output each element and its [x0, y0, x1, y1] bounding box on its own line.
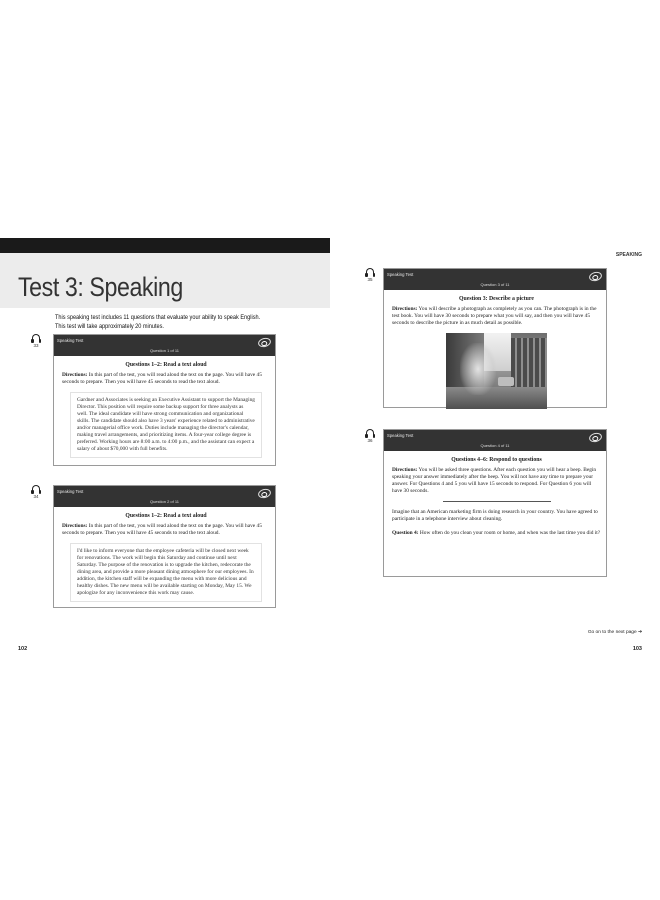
- track-number: 33: [33, 343, 39, 348]
- ets-logo-icon: [588, 270, 603, 282]
- question-prompt: [392, 530, 601, 537]
- question-counter: Question 2 of 11: [149, 499, 180, 504]
- audio-track-36[interactable]: [362, 429, 378, 443]
- read-aloud-passage: Gardner and Associates is seeking an Executive Assistant to support the Managing Director. This position will require some backup support for three analysts as well. The ideal candidate will have strong communication and organizational skills. The candidate should also have 3 years' experience related to administrative and/or managerial office work. Duties include managing the director's calendar, making travel arrangements, and prioritizing items. A four-year college degree is preferred. Working hours are 8:00 a.m. to 4:00 p.m., and the assistant can expect a salary of about $70,000 with full benefits.: [70, 392, 262, 458]
- headphones-icon: [32, 334, 40, 341]
- question-card-4: [383, 429, 607, 577]
- question-card-2: [53, 485, 276, 608]
- question-counter: Question 3 of 11: [480, 282, 510, 287]
- question-card-1: [53, 334, 276, 466]
- question-card-3: [383, 268, 607, 408]
- scenario-text: Imagine that an American marketing firm is doing research in your country. You have agreed to participate in a telephone interview about cleaning.: [392, 509, 598, 522]
- question-label: Question 4:: [392, 530, 419, 536]
- question-heading: Questions 4–6: Respond to questions: [451, 457, 542, 463]
- audio-track-35[interactable]: [362, 268, 378, 282]
- question-text: How often do you clean your room or home, and when was the last time you did it?: [419, 530, 601, 536]
- app-label: Speaking Test: [387, 272, 414, 277]
- app-label: Speaking Test: [57, 489, 84, 494]
- directions: [62, 372, 270, 386]
- question-counter: Question 1 of 11: [149, 348, 180, 353]
- question-heading: Questions 1–2: Read a text aloud: [125, 362, 207, 368]
- header-bar: [0, 238, 330, 253]
- ets-logo-icon: [257, 336, 272, 348]
- directions-text: You will describe a photograph as completely as you can. The photograph is in the test book. You will have 30 seconds to prepare what you will say, and then you will have 45 seconds to describe the picture in as much detail as possible.: [392, 306, 597, 326]
- ets-logo-icon: [257, 487, 272, 499]
- directions: [392, 467, 601, 495]
- card-header: [54, 335, 275, 356]
- ets-logo-icon: [588, 431, 603, 443]
- page-number: 102: [18, 646, 28, 652]
- page-title: Test 3: Speaking: [18, 272, 183, 302]
- continue-next-page: Go on to the next page ➔: [587, 630, 642, 635]
- card-header: [54, 486, 275, 507]
- page-number: 103: [632, 646, 642, 652]
- right-page: [330, 0, 660, 900]
- directions-label: Directions:: [62, 523, 88, 529]
- directions-label: Directions:: [62, 372, 88, 378]
- directions-text: You will be asked three questions. After each question you will hear a beep. Begin speaking your answer immediately after the beep. You will not have any time to prepare your answer. For Questions 4 and 5 you will have 15 seconds to respond. For Question 6 you will have 30 seconds.: [392, 467, 597, 494]
- track-number: 36: [367, 438, 373, 443]
- street-photograph: [446, 333, 547, 409]
- intro-text: This speaking test includes 11 questions that evaluate your ability to speak English. This test will take approximately 20 minutes.: [55, 314, 261, 330]
- audio-track-34[interactable]: [28, 485, 44, 499]
- section-label: SPEAKING: [615, 252, 642, 258]
- question-heading: Questions 1–2: Read a text aloud: [125, 513, 207, 519]
- directions-label: Directions:: [392, 467, 418, 473]
- directions-text: In this part of the test, you will read aloud the text on the page. You will have 45 seconds to prepare. Then you will have 45 seconds to read the text aloud.: [62, 372, 262, 385]
- divider: [443, 501, 551, 502]
- card-header: [384, 430, 606, 451]
- read-aloud-passage: I'd like to inform everyone that the employee cafeteria will be closed next week for renovations. The work will begin this Saturday and continue until next Saturday. The purpose of the renovation is to upgrade the kitchen, redecorate the dining area, and provide a more pleasant dining atmosphere for our employees. In addition, the kitchen staff will be expanding the menu with more delicious and healthy dishes. The new menu will be available starting on Monday, May 15. We apologize for any inconvenience this work may cause.: [70, 543, 262, 602]
- track-number: 35: [367, 277, 373, 282]
- directions: [62, 523, 270, 537]
- track-number: 34: [33, 494, 39, 499]
- question-heading: Question 3: Describe a picture: [459, 296, 534, 302]
- headphones-icon: [32, 485, 40, 492]
- headphones-icon: [366, 268, 374, 275]
- card-header: [384, 269, 606, 290]
- audio-track-33[interactable]: [28, 334, 44, 348]
- directions: [392, 306, 601, 327]
- question-counter: Question 4 of 11: [480, 443, 510, 448]
- app-label: Speaking Test: [387, 433, 414, 438]
- directions-text: In this part of the test, you will read aloud the text on the page. You will have 45 seconds to prepare. Then you will have 45 seconds to read the text aloud.: [62, 523, 262, 536]
- headphones-icon: [366, 429, 374, 436]
- directions-label: Directions:: [392, 306, 418, 312]
- app-label: Speaking Test: [57, 338, 84, 343]
